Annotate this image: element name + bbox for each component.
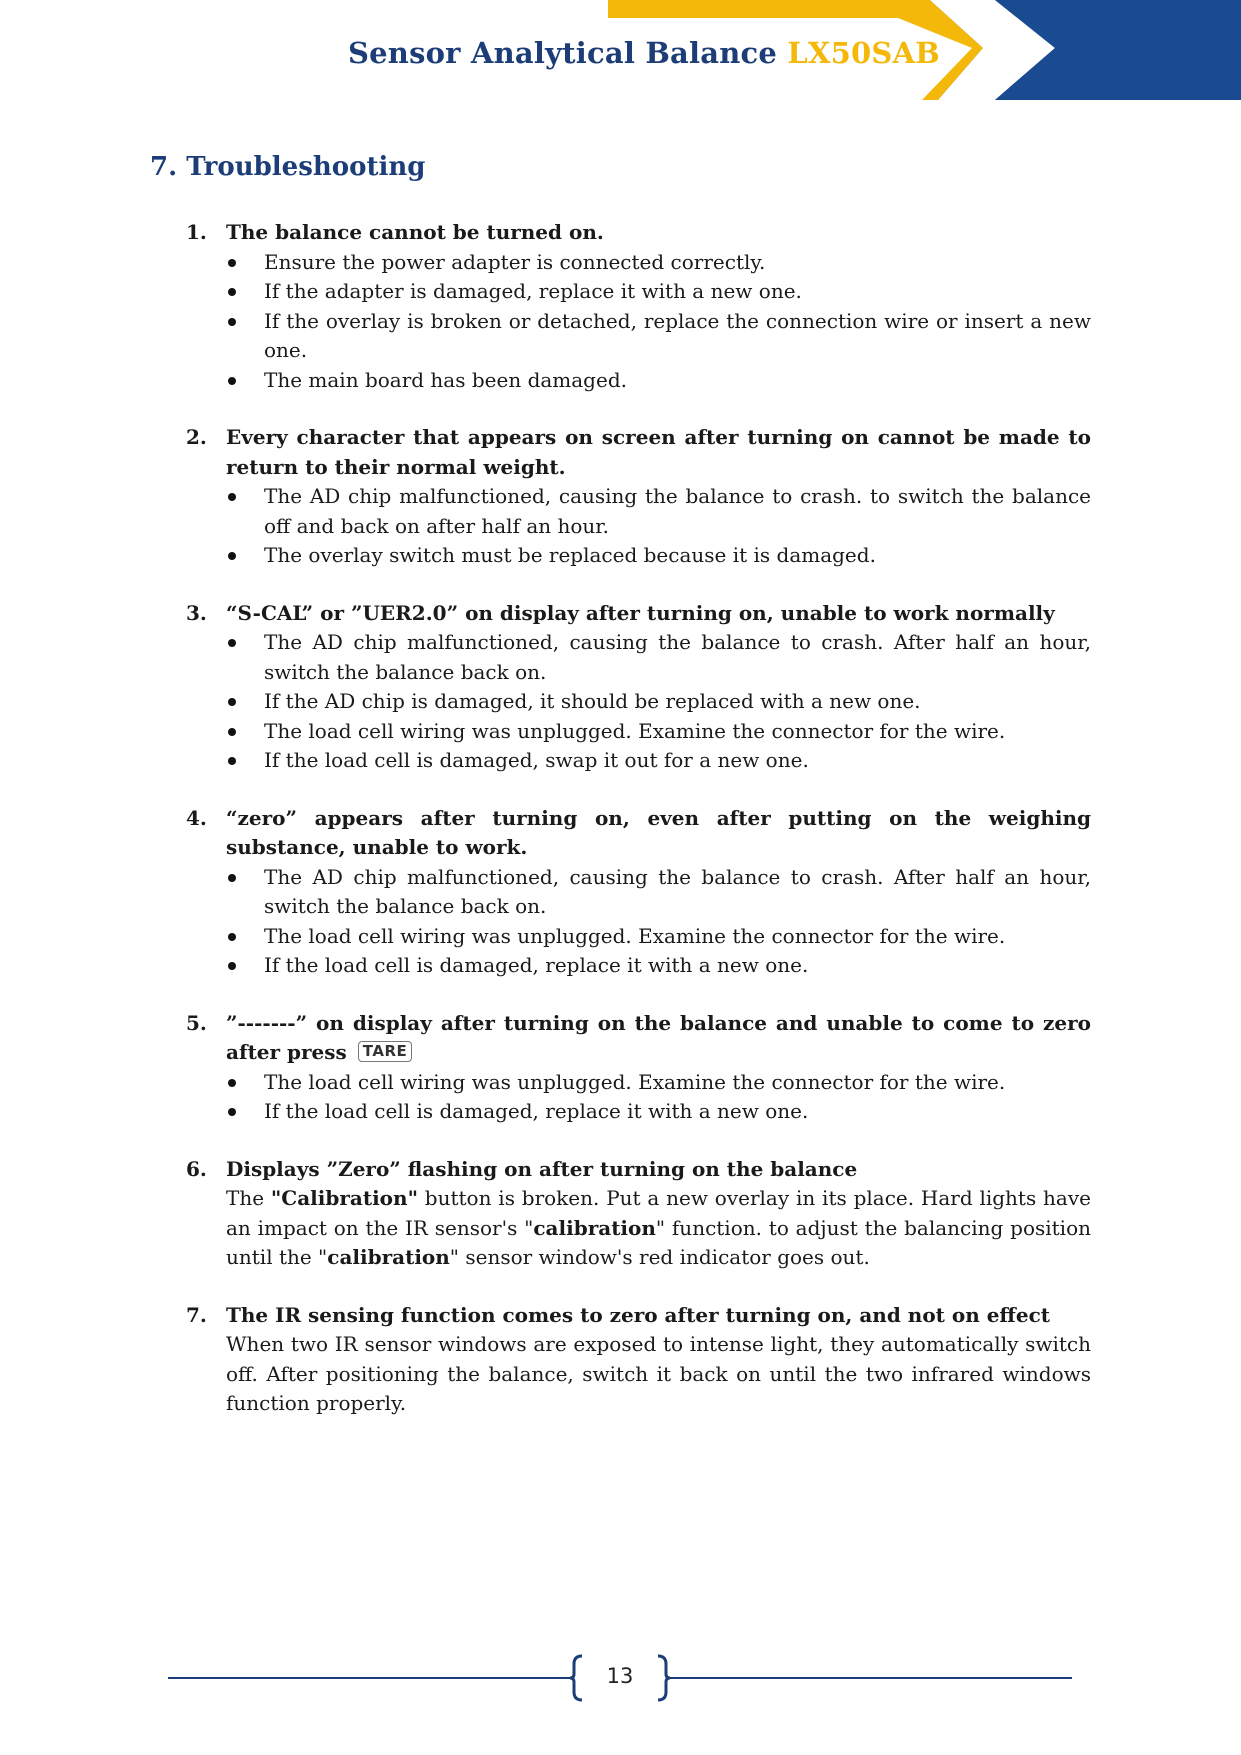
item-title: The IR sensing function comes to zero after turning on, and not on effect: [226, 1302, 1050, 1327]
footer-line-right: [670, 1677, 1072, 1679]
paragraph-text: button is broken. Put a new overlay in its place. Hard lights have an impact on the IR sensor's ": [226, 1186, 1091, 1240]
section-title: Troubleshooting: [186, 152, 426, 182]
troubleshooting-list: [186, 218, 1091, 1447]
list-item: If the load cell is damaged, replace it with a new one.: [226, 951, 1091, 981]
section-number: 7.: [150, 152, 178, 182]
paragraph-bold: "Calibration": [270, 1186, 418, 1210]
troubleshoot-item-4: [186, 804, 1091, 981]
paragraph-bold: calibration: [327, 1245, 450, 1269]
tare-key-icon: TARE: [358, 1041, 412, 1062]
list-item: Ensure the power adapter is connected correctly.: [226, 248, 1091, 278]
page-number: 13: [606, 1664, 634, 1688]
item-title: Every character that appears on screen after turning on cannot be made to return to their normal weight.: [226, 425, 1091, 479]
header-title: [348, 36, 940, 70]
item-title: Displays ”Zero” flashing on after turning on the balance: [226, 1156, 858, 1181]
item-number: 2.: [186, 425, 207, 449]
item-paragraph: When two IR sensor windows are exposed to intense light, they automatically switch off. After positioning the balance, switch it back on until the two infrared windows function properly.: [226, 1332, 1091, 1415]
troubleshoot-item-5: [186, 1009, 1091, 1127]
header-model: LX50SAB: [787, 36, 940, 70]
list-item: The main board has been damaged.: [226, 366, 1091, 396]
item-title-text: ”-------” on display after turning on the balance and unable to come to zero after press: [226, 1010, 1091, 1064]
item-title: [226, 1009, 1091, 1068]
troubleshoot-item-3: [186, 599, 1091, 776]
list-item: The overlay switch must be replaced because it is damaged.: [226, 541, 1091, 571]
list-item: If the AD chip is damaged, it should be replaced with a new one.: [226, 687, 1091, 717]
item-number: 7.: [186, 1302, 207, 1327]
list-item: The AD chip malfunctioned, causing the balance to crash. to switch the balance off and back on after half an hour.: [226, 482, 1091, 541]
paragraph-text: The: [226, 1186, 271, 1210]
list-item: The AD chip malfunctioned, causing the balance to crash. After half an hour, switch the balance back on.: [226, 863, 1091, 922]
list-item: The load cell wiring was unplugged. Examine the connector for the wire.: [226, 922, 1091, 952]
paragraph-bold: calibration: [533, 1215, 656, 1240]
bullet-list: [226, 482, 1091, 571]
item-title: The balance cannot be turned on.: [226, 220, 604, 244]
item-number: 1.: [186, 220, 207, 244]
paragraph-text: " sensor window's red indicator goes out.: [449, 1245, 870, 1269]
bullet-list: [226, 1068, 1091, 1127]
troubleshoot-item-2: [186, 423, 1091, 571]
footer-line-left: [168, 1677, 570, 1679]
close-brace-icon: [656, 1654, 670, 1702]
bullet-list: [226, 863, 1091, 981]
list-item: If the load cell is damaged, swap it out for a new one.: [226, 746, 1091, 776]
header-product-name: Sensor Analytical Balance: [348, 36, 778, 70]
open-brace-icon: [570, 1654, 584, 1702]
paragraph-text: " function. to adjust the balancing position until the ": [226, 1215, 1091, 1269]
item-title: “S-CAL” or ”UER2.0” on display after turning on, unable to work normally: [226, 600, 1055, 625]
bullet-list: [226, 628, 1091, 776]
list-item: If the adapter is damaged, replace it with a new one.: [226, 277, 1091, 307]
item-number: 6.: [186, 1156, 207, 1181]
item-title: “zero” appears after turning on, even after putting on the weighing substance, unable to work.: [226, 805, 1091, 859]
list-item: If the overlay is broken or detached, replace the connection wire or insert a new one.: [226, 307, 1091, 366]
troubleshoot-item-7: [186, 1301, 1091, 1419]
list-item: The load cell wiring was unplugged. Examine the connector for the wire.: [226, 717, 1091, 747]
troubleshoot-item-6: [186, 1155, 1091, 1273]
item-number: 4.: [186, 805, 207, 830]
list-item: If the load cell is damaged, replace it with a new one.: [226, 1097, 1091, 1127]
item-number: 5.: [186, 1010, 207, 1035]
item-paragraph: [226, 1184, 1091, 1273]
list-item: The load cell wiring was unplugged. Examine the connector for the wire.: [226, 1068, 1091, 1098]
troubleshoot-item-1: [186, 218, 1091, 395]
bullet-list: [226, 248, 1091, 396]
item-number: 3.: [186, 600, 207, 625]
page-footer: [0, 1648, 1241, 1708]
list-item: The AD chip malfunctioned, causing the balance to crash. After half an hour, switch the balance back on.: [226, 628, 1091, 687]
section-heading: [150, 152, 425, 182]
